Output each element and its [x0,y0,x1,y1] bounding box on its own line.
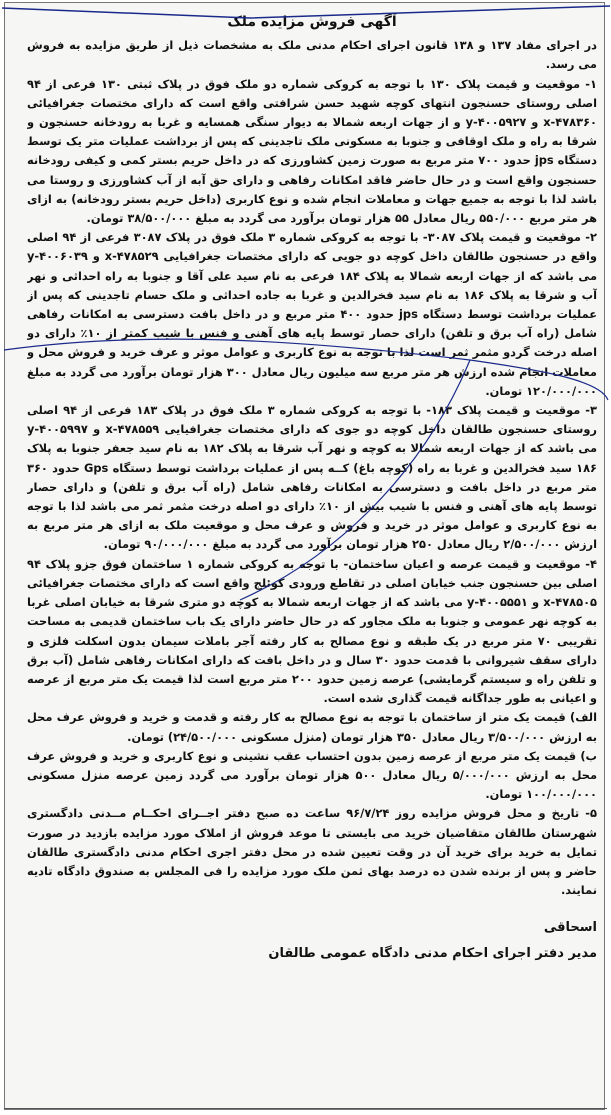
item-3-paragraph: ۳- موقعیت و قیمت پلاک ۱۸۳- با توجه به کروکی شماره ۳ ملک فوق در پلاک ۱۸۳ فرعی از ۹۴ اصلی روستای حسنجون طالقان داخل کوچه دو جوی که دارای مختصات جغرافیایی x-۴۷۸۵۵۹ و y-۴۰۰۵۹۹۷ می باشد که از جهات اربعه شمالا به کوچه و نهر آب شرقا به پلاک ۱۸۲ به نام سید جعفر جنوبا به پلاک ۱۸۶ سید فخرالدین و غربا به راه (کوچه باغ) کــه پس از عملیات برداشت توسط دستگاه Gps حدود ۳۶۰ متر مربع در داخل بافت و دسترسی به امکانات رفاهی شامل (راه آب برق و تلفن) و دارای حصار توسط پایه های آهنی و فنس با شیب بیش از ۱۰٪ دارای دو اصله درخت مثمر ثمر می باشد لذا با توجه به نوع کاربری و عوامل موثر در خرید و فروش و عرف محل و موقعیت ملک به ازای هر متر مربع به ارزش ۲/۵۰۰/۰۰۰ ریال معادل ۲۵۰ هزار تومان برآورد می گردد به مبلغ ۹۰/۰۰۰/۰۰۰ تومان. [27,403,597,552]
bottom-rule [4,1108,607,1109]
item-4a-paragraph: الف) قیمت یک متر از ساختمان با توجه به نوع مصالح به کار رفته و قدمت و خرید و فروش عرف محل به ارزش ۳/۵۰۰/۰۰۰ ریال معادل ۳۵۰ هزار تومان (منزل مسکونی ۲۴/۵۰۰/۰۰۰) تومان. [27,710,597,744]
signoff-name: اسحاقی [543,920,597,936]
notice-sheet [4,2,605,1110]
item-2-paragraph: ۲- موقعیت و قیمت پلاک ۳۰۸۷- با توجه به کروکی شماره ۳ ملک فوق در پلاک ۳۰۸۷ فرعی از ۹۴ اصلی واقع در حسنجون طالقان داخل کوچه دو جویی که دارای مختصات جغرافیایی x-۴۷۸۵۲۹ و y-۴۰۰۶۰۳۹ می باشد که از جهات اربعه شمالا به پلاک ۱۸۴ فرعی به نام سید علی آقا و جنوبا به راه احداثی و نهر آب و شرقا به پلاک ۱۸۶ به نام سید فخرالدین و غربا به جاده احداثی و ملک حسام تاجدینی که پس از عملیات برداشت توسط دستگاه jps حدود ۴۰۰ متر مربع و در داخل بافت دسترسی به امکانات رفاهی شامل (راه آب برق و تلفن) دارای حصار توسط پایه های آهنی و فنس با شیب کمتر از ۱۰٪ دارای دو اصله درخت گردو مثمر ثمر است لذا با توجه به نوع کاربری و عوامل موثر و عرف خرید و فروش محل و معاملات انجام شده ارزش هر متر مربع سه میلیون ریال معادل ۳۰۰ هزار تومان برآورد می گردد به مبلغ ۱۲۰/۰۰۰/۰۰۰ تومان. [27,230,597,398]
notice-body [27,9,597,1049]
item-4-paragraph: ۴- موقعیت و قیمت عرصه و اعیان ساختمان- با توجه به کروکی شماره ۱ ساختمان فوق جزو پلاک ۹۴ اصلی بین حسنجون جنب خیابان اصلی در تقاطع ورودی کوئلج واقع است که دارای مختصات جغرافیائی x-۴۷۸۵۰۵ و y-۴۰۰۵۵۵۱ می باشد که از جهات اربعه شمالا به کوچه دو متری شرقا به خیابان اصلی غربا به کوچه نهر عمومی و جنوبا به ملک مجاور که در حال حاضر دارای یک باب ساختمان قدیمی به مساحت تقریبی ۷۰ متر مربع در یک طبقه و نوع مصالح به کار رفته آجر باملات سیمان بدون اسکلت فلزی و دارای سقف شیروانی با قدمت حدود ۳۰ سال و در داخل بافت که دارای امکانات رفاهی شامل (آب برق و تلفن راه و سیستم گرمایشی) عرصه زمین حدود ۲۰۰ متر مربع است لذا قیمت یک متر مربع از عرصه و اعیانی به طور جداگانه قیمت گذاری شده است. [27,556,597,706]
item-5-paragraph: ۵- تاریخ و محل فروش مزایده روز ۹۶/۷/۲۴ ساعت ده صبح دفتر اجــرای احکــام مــدنی دادگستری شهرستان طالقان متقاضیان خرید می بایستی تا موعد فروش از املاک مورد مزایده بازدید در صورت تمایل به خرید برای خرید آن در وقت تعیین شده در محل دفتر اجری احکام مدنی دادگستری طالقان حاضر و پس از برنده شدن ده درصد بهای ثمن ملک مورد مزایده را فی المجلس به صندوق دادگاه تادیه نمایند. [27,806,597,898]
signoff-role: مدیر دفتر اجرای احکام مدنی دادگاه عمومی طالقان [268,945,597,961]
item-1-paragraph: ۱- موقعیت و قیمت پلاک ۱۳۰ با توجه به کروکی شماره دو ملک فوق در پلاک ثبتی ۱۳۰ فرعی از ۹۴ اصلی روستای حسنجون انتهای کوچه شهید حسن شرافتی واقع است که دارای مختصات جغرافیائی x-۴۷۸۳۶۰ و y-۴۰۰۵۹۲۷ و از جهات اربعه شمالا به دیوار سنگی همسایه و غربا به رودخانه حسنجون و شرقا به راه و ملک اوقافی و جنوبا به مسکونی ملک تاجدینی که پس از برداشت عملیات متر یک توسط دستگاه jps حدود ۷۰۰ متر مربع به صورت زمین کشاورزی که در داخل حریم بستر کمی و کیفی رودخانه حسنجون واقع است و در حال حاضر فاقد امکانات رفاهی و دارای حق آبه از آب کشاورزی و روستا می باشد لذا با توجه به جمیع جهات و معاملات انجام شده و نوع کاربری (داخل حریم بستر رودخانه) به ازای هر متر مربع ۵۵۰/۰۰۰ ریال معادل ۵۵ هزار تومان برآورد می گردد به مبلغ ۳۸/۵۰۰/۰۰۰ تومان. [27,76,597,226]
item-4b-paragraph: ب) قیمت یک متر مربع از عرصه زمین بدون احتساب عقب نشینی و نوع کاربری و خرید و فروش عرف محل به ارزش ۵/۰۰۰/۰۰۰ ریال معادل ۵۰۰ هزار تومان برآورد می گردد زمین عرصه منزل مسکونی ۱۰۰/۰۰۰/۰۰۰ تومان. [27,748,597,802]
notice-title: آگهی فروش مزایده ملک [227,14,397,30]
intro-paragraph: در اجرای مفاد ۱۳۷ و ۱۳۸ قانون اجرای احکام مدنی ملک به مشخصات ذیل از طریق مزایده به فروش می رسد. [27,38,597,72]
signoff [27,918,597,962]
